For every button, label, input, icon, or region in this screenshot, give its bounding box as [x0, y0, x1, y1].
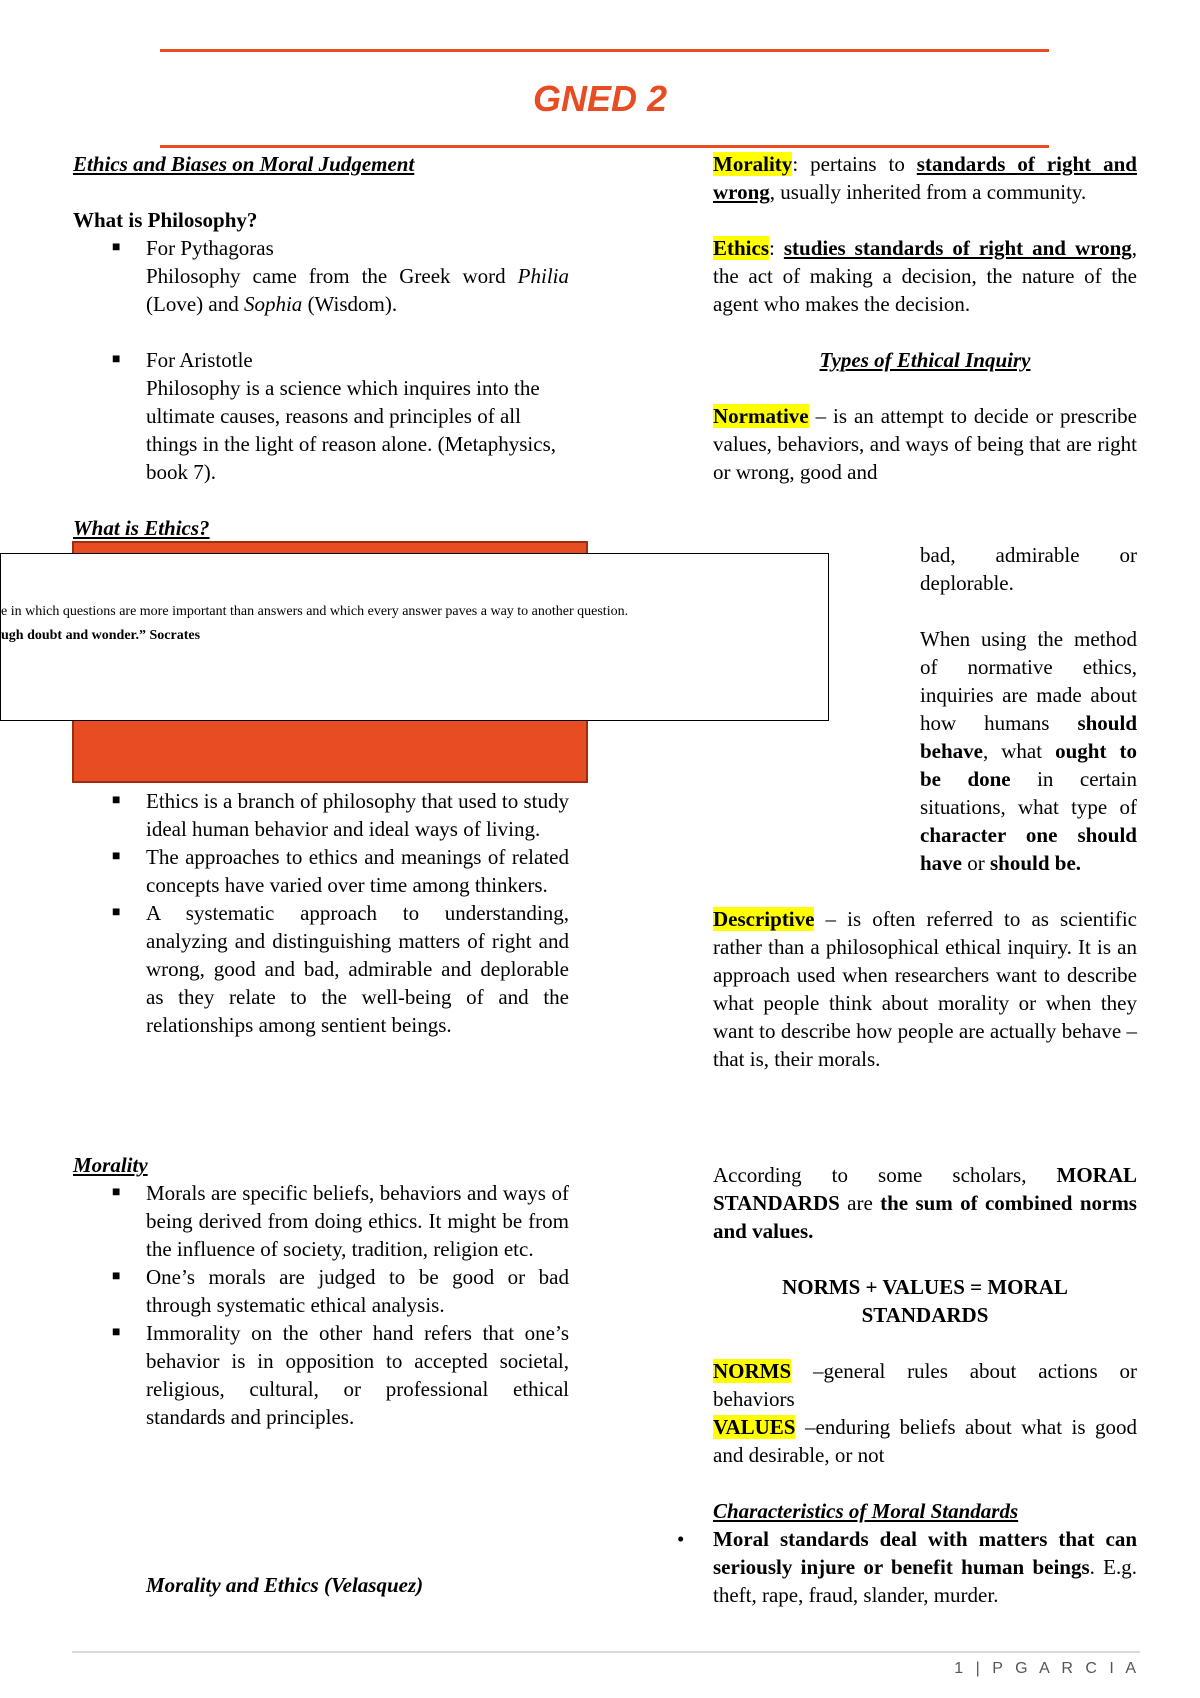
morality-list: [112, 1179, 569, 1431]
ethics-list: [112, 787, 569, 1039]
philosophy-question: What is Philosophy?: [73, 208, 258, 232]
footer-rule: [72, 1651, 1140, 1653]
quote-box: [0, 553, 829, 721]
section-title: Ethics and Biases on Moral Judgement: [73, 152, 415, 176]
square-bullet-icon: ■: [112, 352, 121, 367]
moral-standards-section: [677, 1161, 1138, 1609]
velasquez-heading: Morality and Ethics (Velasquez): [146, 1573, 424, 1597]
header-top-rule: [160, 49, 1049, 52]
philosophy-list: [112, 234, 569, 486]
characteristics-heading: Characteristics of Moral Standards: [713, 1499, 1019, 1523]
list-item: ■ For Pythagoras Philosophy came from the Greek word Philia (Love) and Sophia (Wisdom).: [112, 236, 569, 316]
descriptive-section: [713, 905, 1137, 1073]
square-bullet-icon: ■: [112, 240, 121, 255]
quote-line-2: ugh doubt and wonder.” Socrates: [1, 628, 201, 643]
morality-section: [73, 1151, 569, 1431]
left-column-lower: [112, 787, 569, 1039]
ethics-heading: What is Ethics?: [73, 516, 210, 540]
list-item: ■ For Aristotle Philosophy is a science which inquires into the ultimate causes, reasons and principles of all things in the light of reason alone. (Metaphysics, book 7).: [112, 348, 557, 484]
normative-definition: Normative – is an attempt to decide or prescribe values, behaviors, and ways of being that are right or wrong, good and: [713, 404, 1137, 484]
ethics-definition: Ethics: studies standards of right and wrong, the act of making a decision, the nature of the agent who makes the decision.: [713, 236, 1138, 316]
round-bullet-icon: •: [677, 1527, 685, 1551]
scholars-text: According to some scholars, MORAL STANDARDS are the sum of combined norms and values.: [713, 1163, 1137, 1243]
equation-line-2: STANDARDS: [861, 1303, 989, 1327]
morality-heading: Morality: [73, 1153, 148, 1177]
footer-author: P G A R C I A: [992, 1660, 1140, 1677]
characteristics-item: • Moral standards deal with matters that can seriously injure or benefit human beings. E.g. theft, rape, fraud, slander, murder.: [677, 1527, 1138, 1607]
equation-line-1: NORMS + VALUES = MORAL: [782, 1275, 1068, 1299]
left-column: [73, 150, 569, 542]
list-item: ■ The approaches to ethics and meanings of related concepts have varied over time among thinkers.: [112, 845, 569, 897]
normative-method: When using the method of normative ethics, inquiries are made about how humans should behave, what ought to be done in certain situations, what type of character one should have or should be.: [920, 627, 1137, 875]
norms-definition: NORMS –general rules about actions or behaviors: [713, 1359, 1137, 1411]
header-bottom-rule: [160, 145, 1049, 148]
values-definition: VALUES –enduring beliefs about what is good and desirable, or not: [713, 1415, 1137, 1467]
quote-line-1: e in which questions are more important than answers and which every answer paves a way to another question.: [1, 604, 629, 619]
types-heading: Types of Ethical Inquiry: [819, 348, 1031, 372]
list-item: ■ A systematic approach to understanding, analyzing and distinguishing matters of right and wrong, good and bad, admirable and deplorable as they relate to the well-being of and the relationships among sentient beings.: [112, 901, 569, 1037]
list-item: ■ Ethics is a branch of philosophy that used to study ideal human behavior and ideal ways of living.: [112, 789, 569, 841]
list-item: ■ Morals are specific beliefs, behaviors and ways of being derived from doing ethics. It might be from the influence of society, tradition, religion etc.: [112, 1181, 569, 1261]
page-footer: [954, 1660, 1140, 1678]
morality-definition: Morality: pertains to standards of right and wrong, usually inherited from a community.: [713, 152, 1137, 204]
page-title: GNED 2: [532, 78, 668, 119]
list-item: ■ Immorality on the other hand refers that one’s behavior is in opposition to accepted societal, religious, cultural, or professional ethical standards and principles.: [112, 1321, 569, 1429]
right-column: [713, 150, 1137, 486]
page-number: 1: [954, 1660, 968, 1677]
list-item: ■ One’s morals are judged to be good or bad through systematic ethical analysis.: [112, 1265, 569, 1317]
descriptive-definition: Descriptive – is often referred to as scientific rather than a philosophical ethical inquiry. It is an approach used when researchers want to describe what people think about morality or when they want to describe how people are actually behave – that is, their morals.: [713, 907, 1137, 1071]
normative-continued: bad, admirable or deplorable. When using the method of normative ethics, inquiries are made about how humans should behave, what ought to be done in certain situations, what type of character one should have or should be.: [920, 543, 1137, 875]
footer-separator: |: [975, 1660, 984, 1677]
